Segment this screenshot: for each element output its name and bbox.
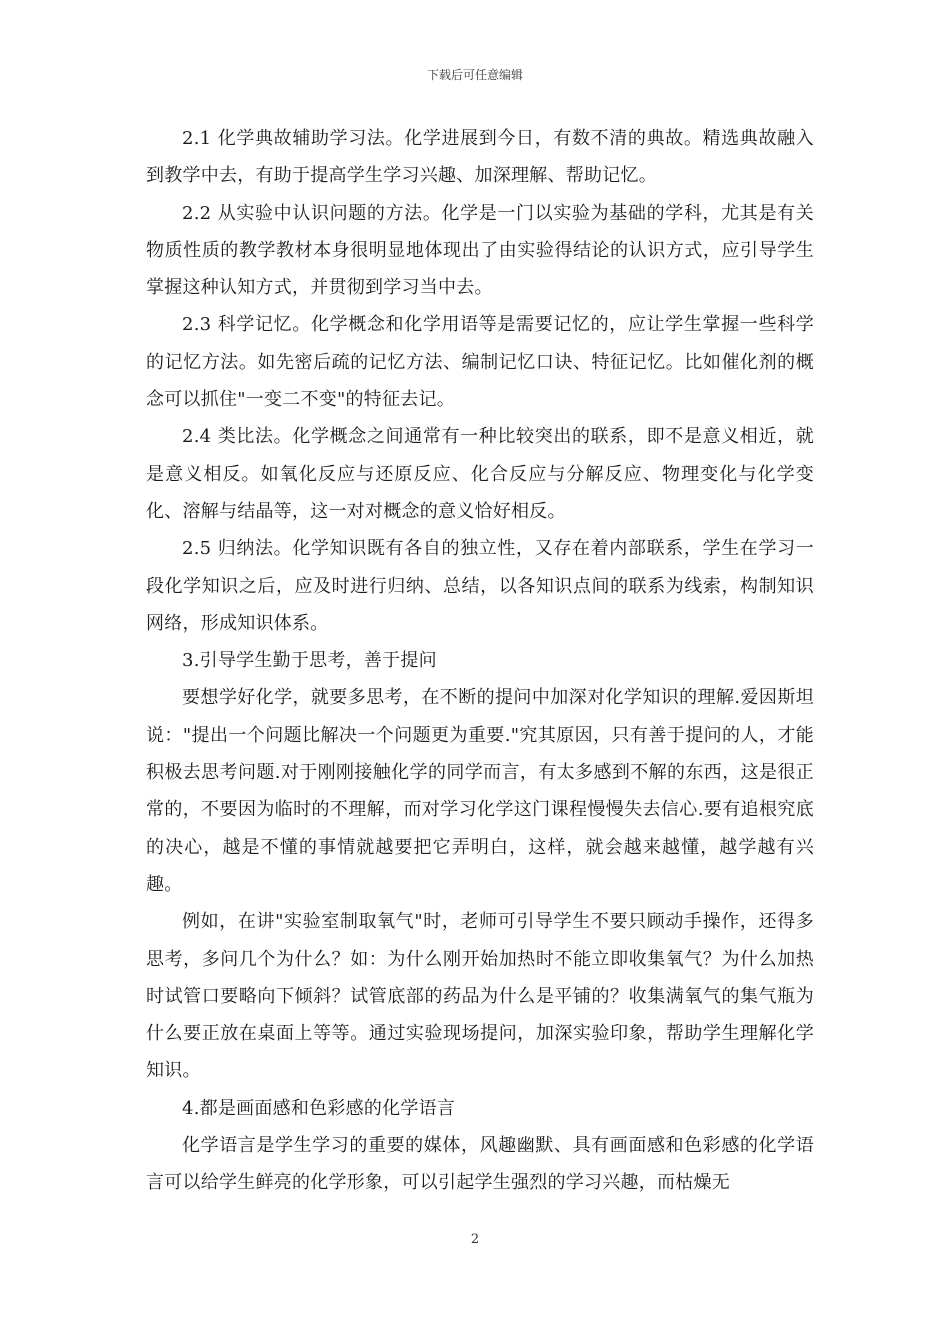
paragraph-2-4: 2.4 类比法。化学概念之间通常有一种比较突出的联系，即不是意义相近，就是意义相反。如氧化反应与还原反应、化合反应与分解反应、物理变化与化学变化、溶解与结晶等，这一对对概念的意义恰好相反。	[146, 426, 814, 522]
paragraph-4-body: 化学语言是学生学习的重要的媒体，风趣幽默、具有画面感和色彩感的化学语言可以给学生鲜亮的化学形象，可以引起学生强烈的学习兴趣，而枯燥无	[146, 1135, 814, 1194]
paragraph-3-example: 例如，在讲"实验室制取氧气"时，老师可引导学生不要只顾动手操作，还得多思考，多问几个为什么？如：为什么刚开始加热时不能立即收集氧气？为什么加热时试管口要略向下倾斜？试管底部的药品为什么是平铺的？收集满氧气的集气瓶为什么要正放在桌面上等等。通过实验现场提问，加深实验印象，帮助学生理解化学知识。	[146, 911, 814, 1082]
section-heading-3: 3.引导学生勤于思考，善于提问	[182, 650, 437, 672]
paragraph-2-1: 2.1 化学典故辅助学习法。化学进展到今日，有数不清的典故。精选典故融入到教学中去，有助于提高学生学习兴趣、加深理解、帮助记忆。	[146, 128, 814, 187]
paragraph-2-5: 2.5 归纳法。化学知识既有各自的独立性，又存在着内部联系，学生在学习一段化学知识之后，应及时进行归纳、总结，以各知识点间的联系为线索，构制知识网络，形成知识体系。	[146, 538, 814, 634]
page-number: 2	[470, 1232, 480, 1247]
paragraph-3-body: 要想学好化学，就要多思考，在不断的提问中加深对化学知识的理解.爱因斯坦说："提出一个问题比解决一个问题更为重要."究其原因，只有善于提问的人，才能积极去思考问题.对于刚刚接触化学的同学而言，有太多感到不解的东西，这是很正常的，不要因为临时的不理解，而对学习化学这门课程慢慢失去信心.要有追根究底的决心，越是不懂的事情就越要把它弄明白，这样，就会越来越懂，越学越有兴趣。	[146, 687, 814, 895]
page-header: 下载后可任意编辑	[426, 68, 523, 82]
paragraph-2-3: 2.3 科学记忆。化学概念和化学用语等是需要记忆的，应让学生掌握一些科学的记忆方法。如先密后疏的记忆方法、编制记忆口诀、特征记忆。比如催化剂的概念可以抓住"一变二不变"的特征去记。	[146, 314, 814, 411]
section-heading-4: 4.都是画面感和色彩感的化学语言	[182, 1097, 456, 1119]
paragraph-2-2: 2.2 从实验中认识问题的方法。化学是一门以实验为基础的学科，尤其是有关物质性质的教学教材本身很明显地体现出了由实验得结论的认识方式，应引导学生掌握这种认知方式，并贯彻到学习当中去。	[146, 202, 814, 299]
document-body	[146, 120, 814, 1202]
